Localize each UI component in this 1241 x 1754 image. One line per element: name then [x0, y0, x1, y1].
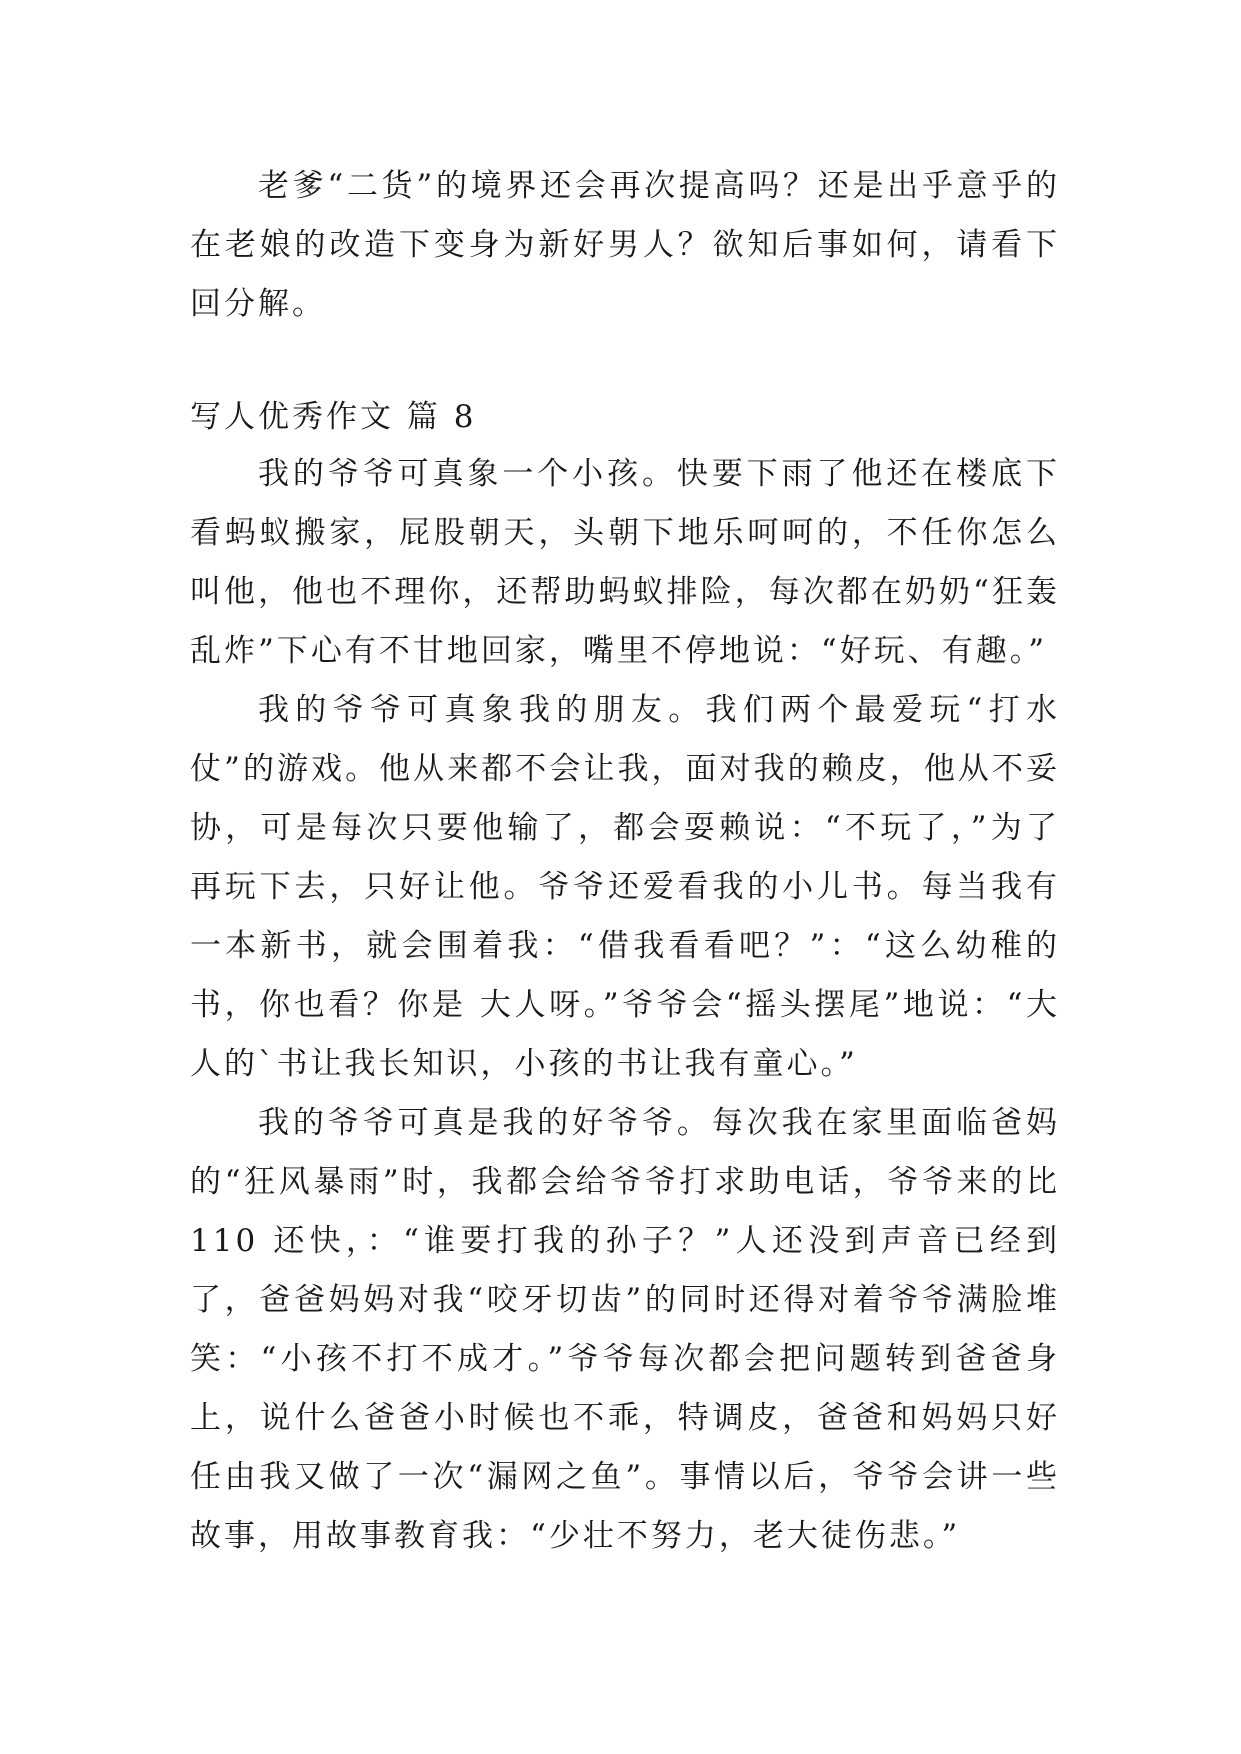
essay-paragraph: 我的爷爷可真是我的好爷爷。每次我在家里面临爸妈的“狂风暴雨”时，我都会给爷爷打求助电话，爷爷来的比 110 还快，：“谁要打我的孙子？”人还没到声音已经到了，爸爸妈妈对我“咬牙切齿”的同时还得对着爷爷满脸堆笑：“小孩不打不成才。”爷爷每次都会把问题转到爸爸身上，说什么爸爸小时候也不乖，特调皮，爸爸和妈妈只好任由我又做了一次“漏网之鱼”。事情以后，爷爷会讲一些故事，用故事教育我：“少壮不努力，老大徒伤悲。”	[190, 1105, 1060, 1554]
intro-section	[190, 157, 1060, 334]
essay-paragraph: 我的爷爷可真象我的朋友。我们两个最爱玩“打水仗”的游戏。他从来都不会让我，面对我的赖皮，他从不妥协，可是每次只要他输了，都会耍赖说：“不玩了，”为了再玩下去，只好让他。爷爷还爱看我的小儿书。每当我有一本新书，就会围着我：“借我看看吧？”：“这么幼稚的书，你也看？你是 大人呀。”爷爷会“摇头摆尾”地说：“大人的`书让我长知识，小孩的书让我有童心。”	[190, 692, 1060, 1082]
section-heading: 写人优秀作文 篇 8	[190, 399, 477, 435]
essay-paragraph: 我的爷爷可真象一个小孩。快要下雨了他还在楼底下看蚂蚁搬家，屁股朝天，头朝下地乐呵呵的，不任你怎么叫他，他也不理你，还帮助蚂蚁排险，每次都在奶奶“狂轰乱炸”下心有不甘地回家，嘴里不停地说：“好玩、有趣。”	[190, 456, 1060, 669]
intro-paragraph: 老爹“二货”的境界还会再次提高吗？还是出乎意乎的在老娘的改造下变身为新好男人？欲知后事如何，请看下回分解。	[190, 168, 1060, 322]
essay-body	[190, 445, 1060, 1566]
